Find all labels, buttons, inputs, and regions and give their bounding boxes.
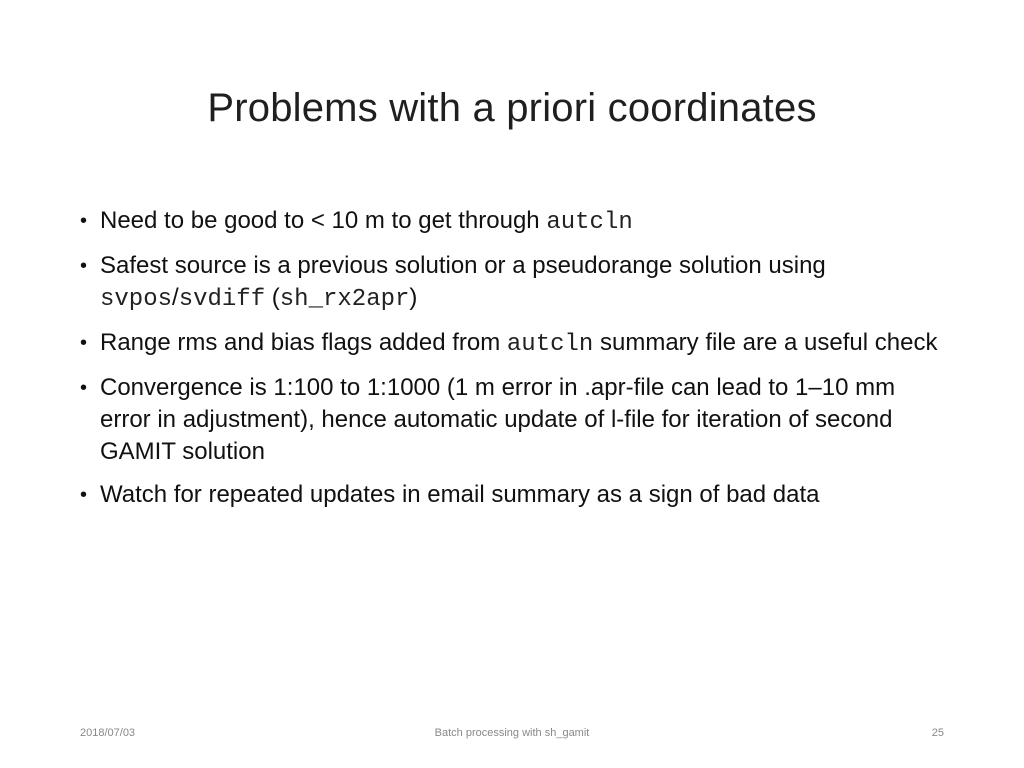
bullet-dot-icon: • [80, 255, 88, 277]
bullet-text: Need to be good to < 10 m to get through [100, 207, 547, 234]
bullet-text: Watch for repeated updates in email summary as a sign of bad data [100, 481, 820, 508]
bullet-item [80, 479, 940, 511]
bullet-text: summary file are a useful check [593, 329, 938, 356]
footer-title: Batch processing with sh_gamit [434, 727, 590, 739]
footer-date: 2018/07/03 [80, 727, 136, 739]
code-term: svpos [100, 286, 173, 313]
bullet-text: ( [265, 284, 280, 311]
bullet-item [80, 327, 940, 361]
bullet-dot-icon: • [80, 332, 88, 354]
bullet-dot-icon: • [80, 484, 88, 506]
footer-page-number: 25 [931, 727, 944, 739]
bullet-text: ) [409, 284, 418, 311]
bullet-dot-icon: • [80, 210, 88, 232]
slide-title: Problems with a priori coordinates [207, 86, 817, 130]
bullet-list [80, 205, 940, 522]
bullet-dot-icon: • [80, 377, 88, 399]
bullet-item [80, 372, 940, 468]
code-term: sh_rx2apr [279, 286, 410, 313]
code-term: autcln [506, 331, 594, 358]
bullet-item [80, 205, 940, 239]
bullet-text: Safest source is a previous solution or a pseudorange solution using [100, 252, 826, 279]
bullet-text: / [172, 284, 179, 311]
bullet-text: Convergence is 1:100 to 1:1000 (1 m error in .apr-file can lead to 1–10 mm error in adjustment), hence automatic update of l-file for iteration of second GAMIT solution [100, 374, 896, 465]
code-term: autcln [546, 209, 633, 236]
bullet-text: Range rms and bias flags added from [100, 329, 507, 356]
code-term: svdiff [178, 286, 266, 313]
bullet-item [80, 250, 940, 316]
